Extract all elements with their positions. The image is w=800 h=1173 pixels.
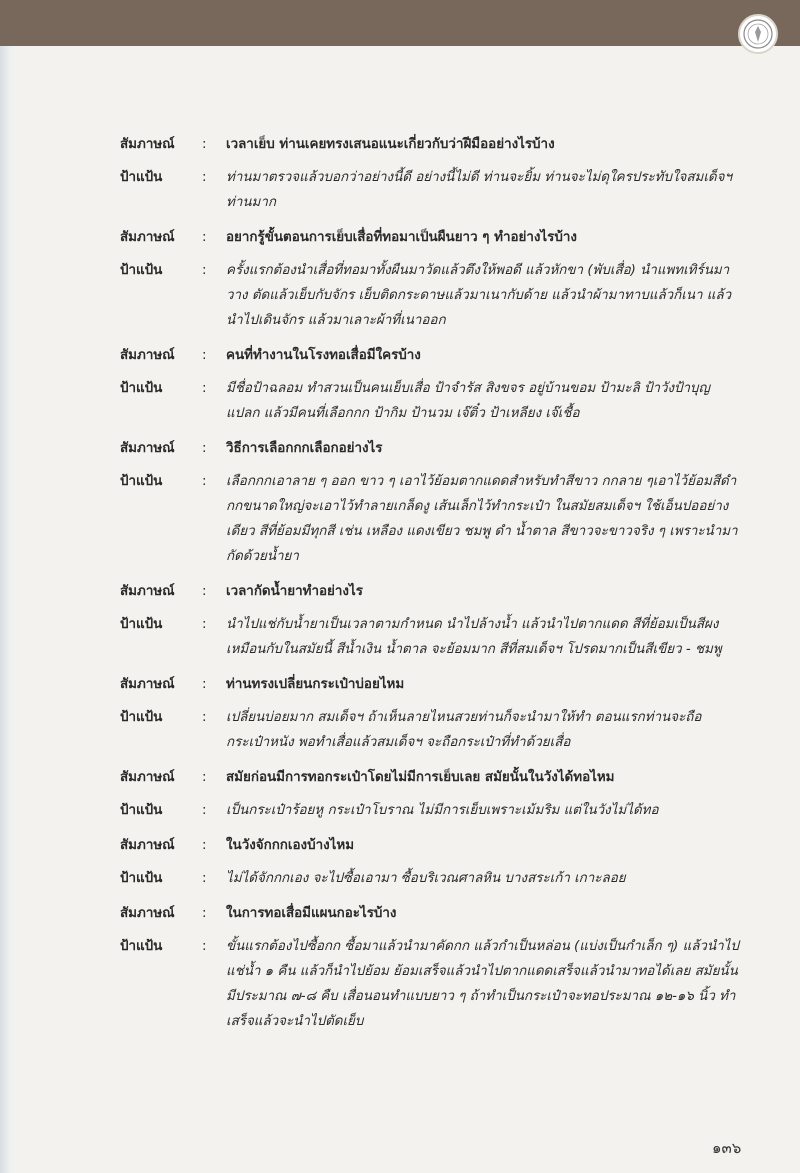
question-text: วิธีการเลือกกกเลือกอย่างไร	[226, 441, 383, 456]
interview-row	[120, 672, 740, 697]
speaker-label: ป้าแป้น	[120, 939, 163, 954]
page-number: ๑๓๖	[712, 1139, 742, 1157]
colon-separator: :	[202, 474, 207, 489]
answer-text: ท่านมาตรวจแล้วบอกว่าอย่างนี้ดี อย่างนี้ไม่ดี ท่านจะยิ้ม ท่านจะไม่ดุใครประทับใจสมเด็จฯ ท่านมาก	[226, 170, 732, 210]
interview-row	[120, 901, 740, 926]
colon-separator: :	[202, 348, 207, 363]
answer-text: ครั้งแรกต้องนำเสื่อที่ทอมาทั้งผืนมาวัดแล้วตึงให้พอดี แล้วหักขา (พับเสื่อ) นำแพทเทิร์นมาวาง ตัดแล้วเย็บกับจักร เย็บติดกระดาษแล้วมาเนากับด้าย แล้วนำผ้ามาทาบแล้วก็เนา แล้วนำไปเดินจักร แล้วมาเลาะผ้าที่เนาออก	[226, 263, 732, 328]
speaker-label: สัมภาษณ์	[120, 770, 175, 785]
interview-row	[120, 376, 740, 426]
speaker-label: สัมภาษณ์	[120, 441, 175, 456]
question-text: สมัยก่อนมีการทอกระเป๋าโดยไม่มีการเย็บเลย สมัยนั้นในวังได้ทอไหม	[226, 770, 615, 785]
speaker-label: สัมภาษณ์	[120, 348, 175, 363]
answer-text: มีชื่อป้าฉลอม ทำสวนเป็นคนเย็บเสื่อ ป้าจำรัส สิงขจร อยู่บ้านขอม ป้ามะลิ ป้าวังป้าบุญแปลก แล้วมีคนที่เลือกกก ป้ากิม ป้านวม เจ๊ติ๋ว ป้าเหลียง เจ๊เชื้อ	[226, 381, 710, 421]
emblem-icon	[738, 14, 778, 54]
question-text: ในวังจักกกเองบ้างไหม	[226, 838, 355, 853]
speaker-label: สัมภาษณ์	[120, 584, 175, 599]
colon-separator: :	[202, 137, 207, 152]
interview-row	[120, 343, 740, 368]
speaker-label: สัมภาษณ์	[120, 838, 175, 853]
answer-text: เปลี่ยนบ่อยมาก สมเด็จฯ ถ้าเห็นลายไหนสวยท่านก็จะนำมาให้ทำ ตอนแรกท่านจะถือกระเป๋าหนัง พอทำเสื่อแล้วสมเด็จฯ จะถือกระเป๋าที่ทำด้วยเสื่อ	[226, 710, 702, 750]
interview-row	[120, 798, 740, 823]
book-spine-shadow	[0, 46, 16, 1173]
colon-separator: :	[202, 263, 207, 278]
colon-separator: :	[202, 770, 207, 785]
interview-row	[120, 934, 740, 1034]
interview-row	[120, 258, 740, 333]
colon-separator: :	[202, 230, 207, 245]
interview-transcript	[120, 122, 740, 1034]
answer-text: ไม่ได้จักกกเอง จะไปซื้อเอามา ซื้อบริเวณศาลหิน บางสระเก้า เกาะลอย	[226, 871, 626, 886]
speaker-label: ป้าแป้น	[120, 263, 163, 278]
answer-text: ขั้นแรกต้องไปซื้อกก ซื้อมาแล้วนำมาคัดกก แล้วกำเป็นหล่อน (แบ่งเป็นกำเล็ก ๆ) แล้วนำไปแช่น้ำ ๑ คืน แล้วก็นำไปย้อม ย้อมเสร็จแล้วนำไปตากแดดเสร็จแล้วนำมาทอได้เลย สมัยนั้นมีประมาณ ๗-๘ คืบ เสื่อนอนทำแบบยาว ๆ ถ้าทำเป็นกระเป๋าจะทอประมาณ ๑๒-๑๖ นิ้ว ทำเสร็จแล้วจะนำไปตัดเย็บ	[226, 939, 739, 1029]
colon-separator: :	[202, 838, 207, 853]
interview-row	[120, 833, 740, 858]
colon-separator: :	[202, 170, 207, 185]
speaker-label: สัมภาษณ์	[120, 230, 175, 245]
speaker-label: ป้าแป้น	[120, 617, 163, 632]
speaker-label: สัมภาษณ์	[120, 137, 175, 152]
question-text: ในการทอเสื่อมีแผนกอะไรบ้าง	[226, 906, 397, 921]
speaker-label: ป้าแป้น	[120, 381, 163, 396]
speaker-label: ป้าแป้น	[120, 871, 163, 886]
colon-separator: :	[202, 584, 207, 599]
speaker-label: สัมภาษณ์	[120, 677, 175, 692]
header-band	[0, 0, 800, 46]
answer-text: เลือกกกเอาลาย ๆ ออก ขาว ๆ เอาไว้ย้อมตากแดดสำหรับทำสีขาว กกลาย ๆเอาไว้ย้อมสีดำ กกขนาดใหญ่จะเอาไว้ทำลายเกล็ดงู เส้นเล็กไว้ทำกระเป๋า ในสมัยสมเด็จฯ ใช้เอ็นปออย่างเดียว สีที่ย้อมมีทุกสี เช่น เหลือง แดงเขียว ชมพู ดำ น้ำตาล สีขาวจะขาวจริง ๆ เพราะนำมากัดด้วยน้ำยา	[226, 474, 738, 564]
interview-row	[120, 612, 740, 662]
interview-row	[120, 579, 740, 604]
colon-separator: :	[202, 441, 207, 456]
speaker-label: ป้าแป้น	[120, 474, 163, 489]
colon-separator: :	[202, 803, 207, 818]
question-text: เวลาเย็บ ท่านเคยทรงเสนอแนะเกี่ยวกับว่าฝีมืออย่างไรบ้าง	[226, 137, 555, 152]
question-text: คนที่ทำงานในโรงทอเสื่อมีใครบ้าง	[226, 348, 421, 363]
colon-separator: :	[202, 939, 207, 954]
speaker-label: สัมภาษณ์	[120, 906, 175, 921]
interview-row	[120, 436, 740, 461]
answer-text: เป็นกระเป๋าร้อยหู กระเป๋าโบราณ ไม่มีการเย็บเพราะเม้มริม แต่ในวังไม่ได้ทอ	[226, 803, 659, 818]
question-text: อยากรู้ขั้นตอนการเย็บเสื่อที่ทอมาเป็นผืนยาว ๆ ทำอย่างไรบ้าง	[226, 230, 577, 245]
colon-separator: :	[202, 871, 207, 886]
interview-row	[120, 705, 740, 755]
colon-separator: :	[202, 710, 207, 725]
colon-separator: :	[202, 617, 207, 632]
question-text: ท่านทรงเปลี่ยนกระเป๋าบ่อยไหม	[226, 677, 405, 692]
interview-row	[120, 765, 740, 790]
colon-separator: :	[202, 381, 207, 396]
interview-row	[120, 132, 740, 157]
interview-row	[120, 469, 740, 569]
colon-separator: :	[202, 677, 207, 692]
interview-row	[120, 866, 740, 891]
question-text: เวลากัดน้ำยาทำอย่างไร	[226, 584, 363, 599]
speaker-label: ป้าแป้น	[120, 170, 163, 185]
speaker-label: ป้าแป้น	[120, 710, 163, 725]
speaker-label: ป้าแป้น	[120, 803, 163, 818]
colon-separator: :	[202, 906, 207, 921]
interview-row	[120, 165, 740, 215]
answer-text: นำไปแช่กับน้ำยาเป็นเวลาตามกำหนด นำไปล้างน้ำ แล้วนำไปตากแดด สีที่ย้อมเป็นสีผง เหมือนกับในสมัยนี้ สีน้ำเงิน น้ำตาล จะย้อมมาก สีที่สมเด็จฯ โปรดมากเป็นสีเขียว - ชมพู	[226, 617, 722, 657]
interview-row	[120, 225, 740, 250]
